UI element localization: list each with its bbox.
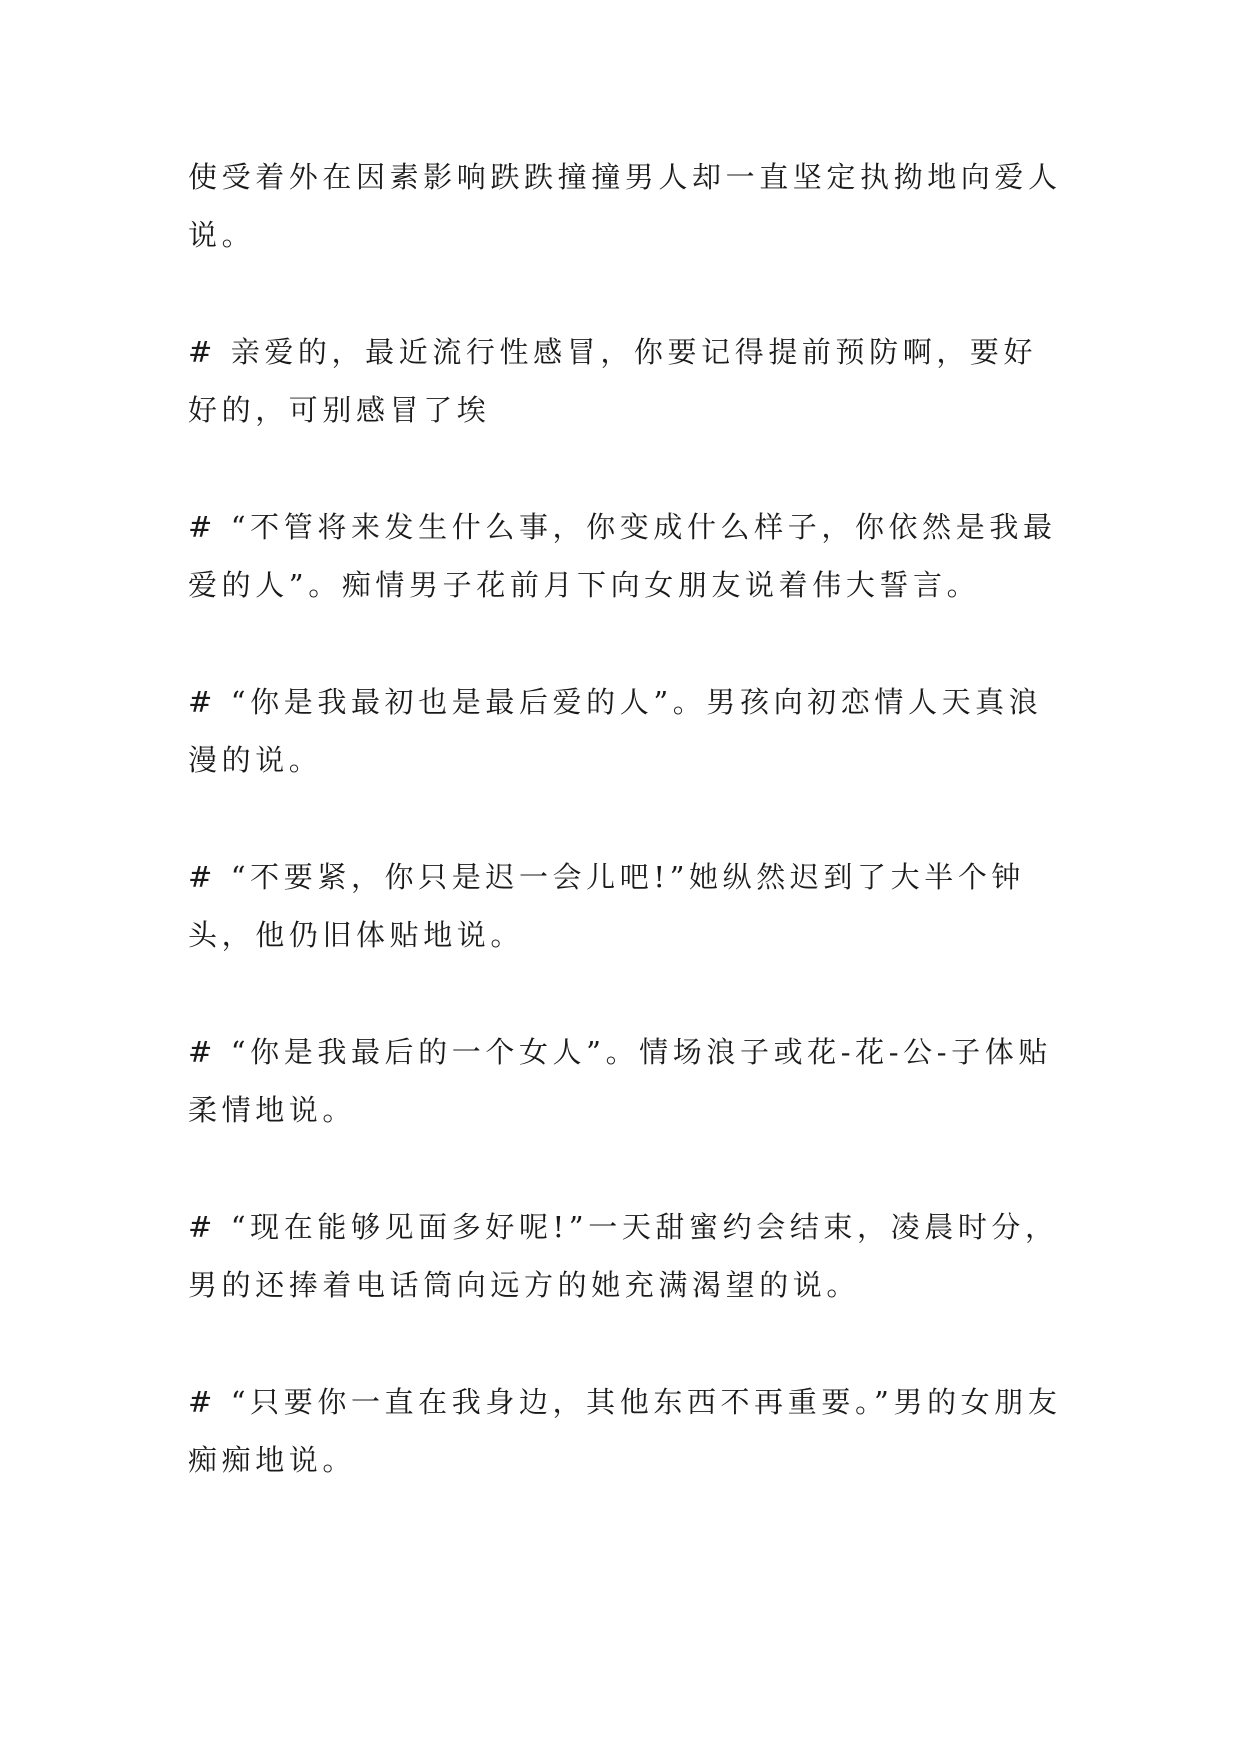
paragraph-quote: # “你是我最后的一个女人”。情场浪子或花-花-公-子体贴柔情地说。	[188, 1035, 1052, 1127]
paragraph-quote: # “现在能够见面多好呢!”一天甜蜜约会结束，凌晨时分，男的还捧着电话筒向远方的她充满渴望的说。	[188, 1210, 1059, 1302]
paragraph-quote: # “你是我最初也是最后爱的人”。男孩向初恋情人天真浪漫的说。	[188, 685, 1043, 777]
paragraph-quote: # “不要紧，你只是迟一会儿吧!”她纵然迟到了大半个钟头，他仍旧体贴地说。	[188, 860, 1026, 952]
document-body	[188, 148, 1068, 1548]
paragraph-quote: # 亲爱的，最近流行性感冒，你要记得提前预防啊，要好好的，可别感冒了埃	[188, 335, 1038, 427]
paragraph-continuation: 使受着外在因素影响跌跌撞撞男人却一直坚定执拗地向爱人说。	[188, 160, 1062, 252]
paragraph-quote: # “只要你一直在我身边，其他东西不再重要。”男的女朋友痴痴地说。	[188, 1385, 1062, 1477]
paragraph-quote: # “不管将来发生什么事，你变成什么样子，你依然是我最爱的人”。痴情男子花前月下向女朋友说着伟大誓言。	[188, 510, 1057, 602]
